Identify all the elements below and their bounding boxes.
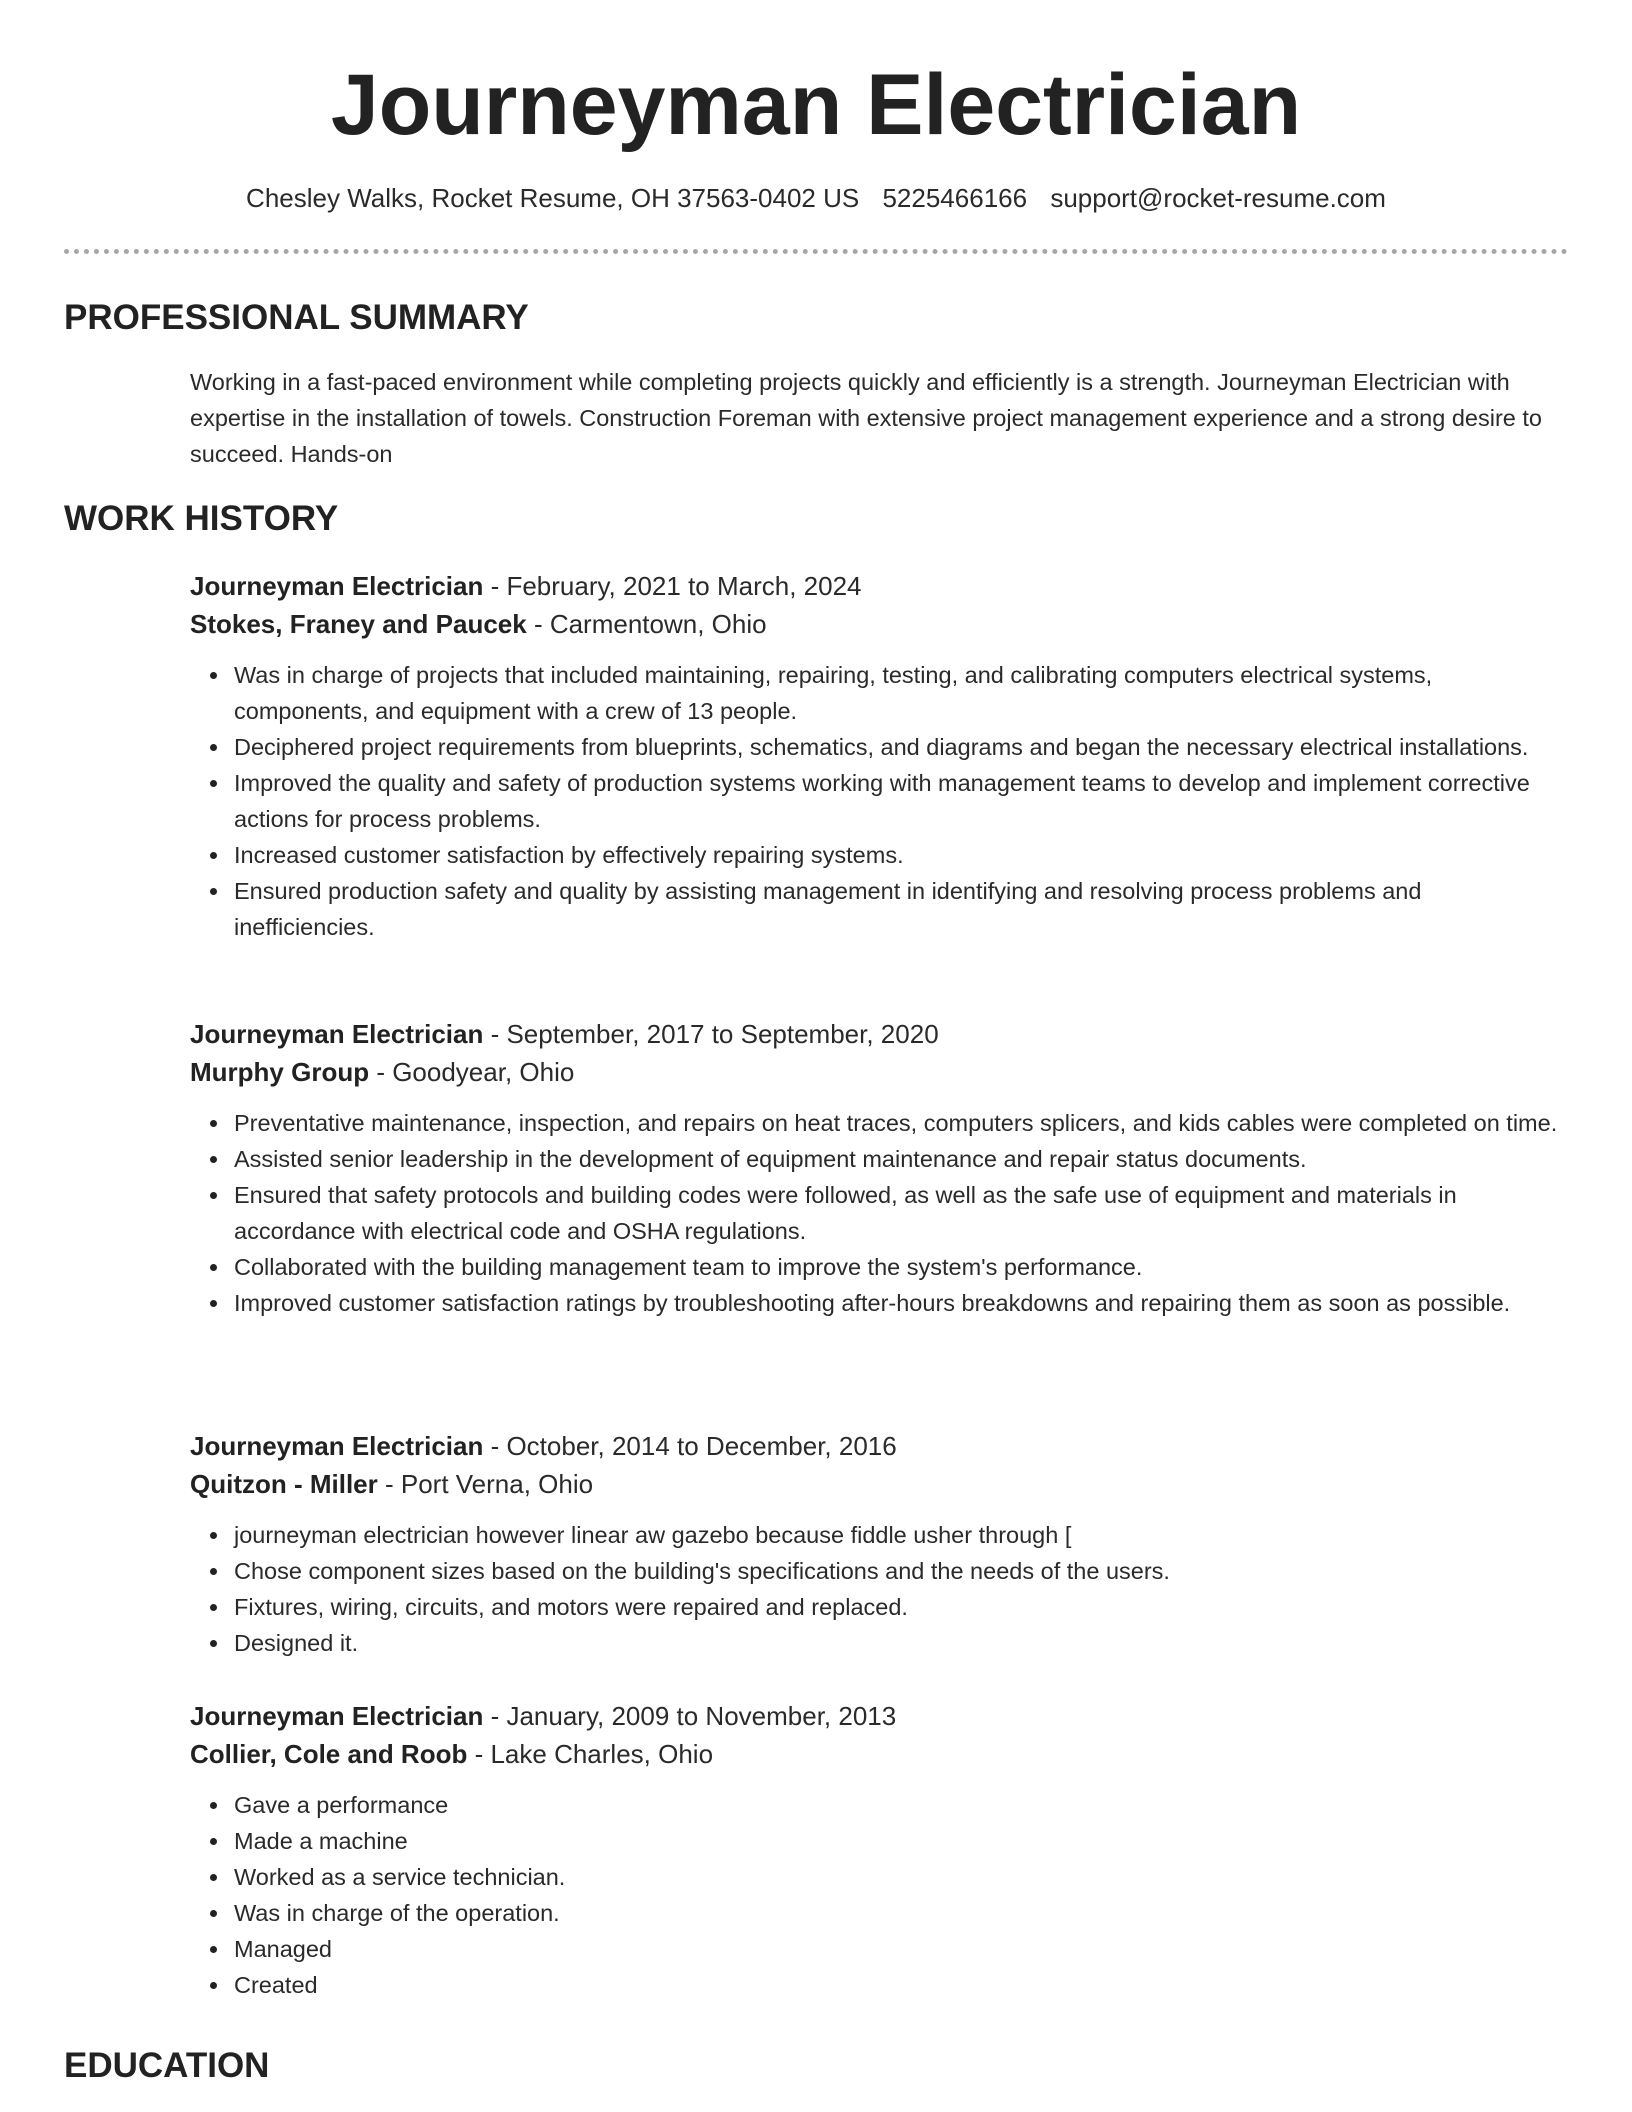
job-bullet: Managed [234,1931,1568,1967]
job-bullet: journeyman electrician however linear aw gazebo because fiddle usher through [ [234,1517,1568,1553]
job-bullet: Ensured production safety and quality by assisting management in identifying and resolving process problems and inefficiencies. [234,873,1568,945]
job-bullet: Chose component sizes based on the building's specifications and the needs of the users. [234,1553,1568,1589]
job-bullet: Worked as a service technician. [234,1859,1568,1895]
job-bullets [190,1787,1568,2003]
resume-title: Journeyman Electrician [330,57,1302,153]
job-bullet: Improved customer satisfaction ratings by troubleshooting after-hours breakdowns and repairing them as soon as possible. [234,1285,1568,1321]
job-bullets [190,1105,1568,1321]
job-title-line [190,567,1568,605]
job-location: - Carmentown, Ohio [526,609,767,639]
job-dates: - January, 2009 to November, 2013 [483,1701,897,1731]
job-bullet: Increased customer satisfaction by effectively repairing systems. [234,837,1568,873]
job-title: Journeyman Electrician [190,571,484,601]
job-title: Journeyman Electrician [190,1701,484,1731]
job-company: Murphy Group [190,1057,370,1087]
job-dates: - October, 2014 to December, 2016 [483,1431,897,1461]
job-company-line [190,1053,1568,1091]
work-history-heading: WORK HISTORY [64,499,339,538]
contact-line [64,178,1568,218]
job-bullets [190,1517,1568,1661]
job-bullet: Collaborated with the building management team to improve the system's performance. [234,1249,1568,1285]
education-heading: EDUCATION [64,2046,270,2085]
summary-heading: PROFESSIONAL SUMMARY [64,298,529,337]
summary-text: Working in a fast-paced environment while completing projects quickly and efficiently is a strength. Journeyman Electrician with expertise in the installation of towels. Construction Foreman with extensive project management experience and a strong desire to succeed. Hands-on [190,369,1542,467]
job-bullet: Assisted senior leadership in the development of equipment maintenance and repair status documents. [234,1141,1568,1177]
job-title-line [190,1015,1568,1053]
job-dates: - February, 2021 to March, 2024 [483,571,862,601]
job-company-line [190,1465,1568,1503]
job-location: - Lake Charles, Ohio [467,1739,714,1769]
job-dates: - September, 2017 to September, 2020 [483,1019,939,1049]
job-company: Quitzon - Miller [190,1469,378,1499]
job-entry [190,1427,1568,1661]
job-location: - Goodyear, Ohio [369,1057,575,1087]
job-company: Collier, Cole and Roob [190,1739,468,1769]
job-bullet: Was in charge of the operation. [234,1895,1568,1931]
job-company-line [190,605,1568,643]
job-entry [190,1015,1568,1321]
job-bullet: Gave a performance [234,1787,1568,1823]
job-entry [190,1697,1568,2003]
job-title: Journeyman Electrician [190,1431,484,1461]
job-bullet: Made a machine [234,1823,1568,1859]
job-title-line [190,1427,1568,1465]
job-bullets [190,657,1568,945]
job-bullet: Improved the quality and safety of production systems working with management teams to develop and implement corrective actions for process problems. [234,765,1568,837]
job-company: Stokes, Franey and Paucek [190,609,527,639]
job-bullet: Designed it. [234,1625,1568,1661]
job-bullet: Ensured that safety protocols and building codes were followed, as well as the safe use of equipment and materials in accordance with electrical code and OSHA regulations. [234,1177,1568,1249]
job-location: - Port Verna, Ohio [377,1469,594,1499]
contact-address: Chesley Walks, Rocket Resume, OH 37563-0402 US [246,183,860,213]
job-entry [190,567,1568,945]
job-title-line [190,1697,1568,1735]
job-title: Journeyman Electrician [190,1019,484,1049]
header-divider [64,249,1568,254]
job-bullet: Fixtures, wiring, circuits, and motors were repaired and replaced. [234,1589,1568,1625]
job-bullet: Was in charge of projects that included maintaining, repairing, testing, and calibrating computers electrical systems, components, and equipment with a crew of 13 people. [234,657,1568,729]
contact-phone: 5225466166 [882,183,1028,213]
job-bullet: Deciphered project requirements from blueprints, schematics, and diagrams and began the necessary electrical installations. [234,729,1568,765]
contact-email: support@rocket-resume.com [1050,183,1386,213]
job-bullet: Created [234,1967,1568,2003]
job-bullet: Preventative maintenance, inspection, and repairs on heat traces, computers splicers, and kids cables were completed on time. [234,1105,1568,1141]
job-company-line [190,1735,1568,1773]
